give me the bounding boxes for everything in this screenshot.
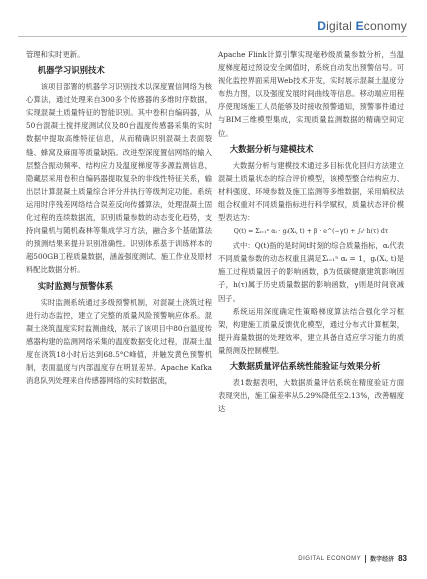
right-column: [218, 48, 404, 415]
evaluation-paragraph: 表1数据表明，大数据质量评估系统在精度验证方面表现突出，施工偏差率从5.29%降低至2.13%，改善幅度达: [218, 377, 404, 414]
brand-text-igital: igital: [326, 19, 356, 33]
brand-text-conomy: conomy: [363, 19, 407, 33]
system-paragraph: 系统运用深度确定性策略梯度算法结合强化学习框架，构建施工质量反馈优化模型，通过分布式计算框架，提升海量数据的处理效率，建立具备自适应学习能力的质量预测及控制模型。: [218, 306, 404, 355]
continued-paragraph: Apache Flink计算引擎实现毫秒级质量参数分析，当温度梯度超过预设安全阈值时，系统自动发出预警信号。可视化监控界面采用Web技术开发，实时展示混凝土温度分布热力图，以及强度发展时间曲线等信息。移动端应用程序使现场施工人员能够及时接收预警通知，预警事件通过与BIM三维模型集成，实现质量监测数据的精确空间定位。: [218, 50, 404, 138]
section-heading-bigdata: 大数据分析与建模技术: [229, 143, 314, 154]
left-column: [26, 48, 212, 387]
footer-separator: [365, 555, 366, 563]
section-heading-evaluation: 大数据质量评估系统性能验证与效果分析: [229, 360, 381, 371]
page-header: [0, 0, 427, 40]
brand-initial-d: D: [317, 19, 327, 33]
journal-brand: [317, 19, 407, 33]
section-heading-ml: 机器学习识别技术: [37, 65, 105, 76]
header-divider: [18, 36, 407, 37]
intro-paragraph: 管理和实时更新。: [26, 50, 85, 59]
formula-explanation: 式中：Q(t)指的是时间t时刻的综合质量指标，αᵢ代表不同质量参数的动态权重且满足Σᵢ₌₁ⁿ αᵢ = 1，gᵢ(Xᵢ, t)是施工过程质量因子的影响函数，β为低碳健康建筑影响因子，h(τ)属于历史质量数据的影响函数，γ则是时间衰减因子。: [218, 241, 404, 303]
ml-paragraph: 该项目部署的机器学习识别技术以深度置信网络为核心算法，通过处理来自300多个传感器的多维时序数据，实现混凝土质量特征的智能识别。其中卷积自编码器，从50台混凝土搅拌度测试仪及80台温度传感器采集的实时数据中提取高维特征信息，从而精确识别混凝土表面裂缝、蜂窝及麻面等质量缺陷。改进型深度置信网络的输入层整合振动频率、结构应力及温度梯度等多源监测信息，隐藏层采用卷积自编码器提取复杂的非线性特征关系，输出层计算混凝土质量综合评分并执行等级判定功能。系统运用时序残差网络结合误差反向传播算法，处理混凝土固化过程的连续数据流，识别质量参数的动态变化趋势，支持向量机与随机森林等集成学习方法，融合多个基础算法的预测结果来提升识别准确性。识别体系基于训练样本的超500GB工程质量数据，涵盖强度测试、施工作业及原材料配比数据分析。: [26, 82, 212, 275]
footer-journal-en: DIGITAL ECONOMY: [298, 555, 362, 562]
footer-journal-cn: 数字经济: [370, 557, 395, 563]
page-number: 83: [398, 554, 407, 563]
brand-initial-e: E: [355, 19, 364, 33]
bigdata-paragraph: 大数据分析与建模技术通过多目标优化回归方法建立混凝土质量状态的综合评价模型，该模型整合结构应力、材料强度、环境参数及施工监测等多维数据，采用熵权法组合权重对不同质量指标进行科学赋权，质量状态评价模型表达为：: [218, 160, 404, 223]
section-heading-realtime: 实时监测与预警体系: [37, 280, 114, 291]
page-footer: [298, 554, 407, 563]
quality-formula: Q(t) = Σᵢ₌₁ⁿ αᵢ · gᵢ(Xᵢ, t) + β · e^(−γt) + ∫₀ᵗ h(τ) dτ: [233, 228, 389, 236]
realtime-paragraph: 实时监测系统通过多级预警机制，对混凝土浇筑过程进行动态监控，建立了完整的质量风险预警响应体系。混凝土浇筑温度实时监测曲线，展示了该项目中80台温度传感器构建的监测网络采集的温度数据变化过程，混凝土温度在浇筑18小时后达到68.5°C峰值，并触发黄色预警机制，表面温度与内部温度存在明显差异。Apache Kafka消息队列处理来自传感器网络的实时数据流，: [26, 297, 212, 386]
